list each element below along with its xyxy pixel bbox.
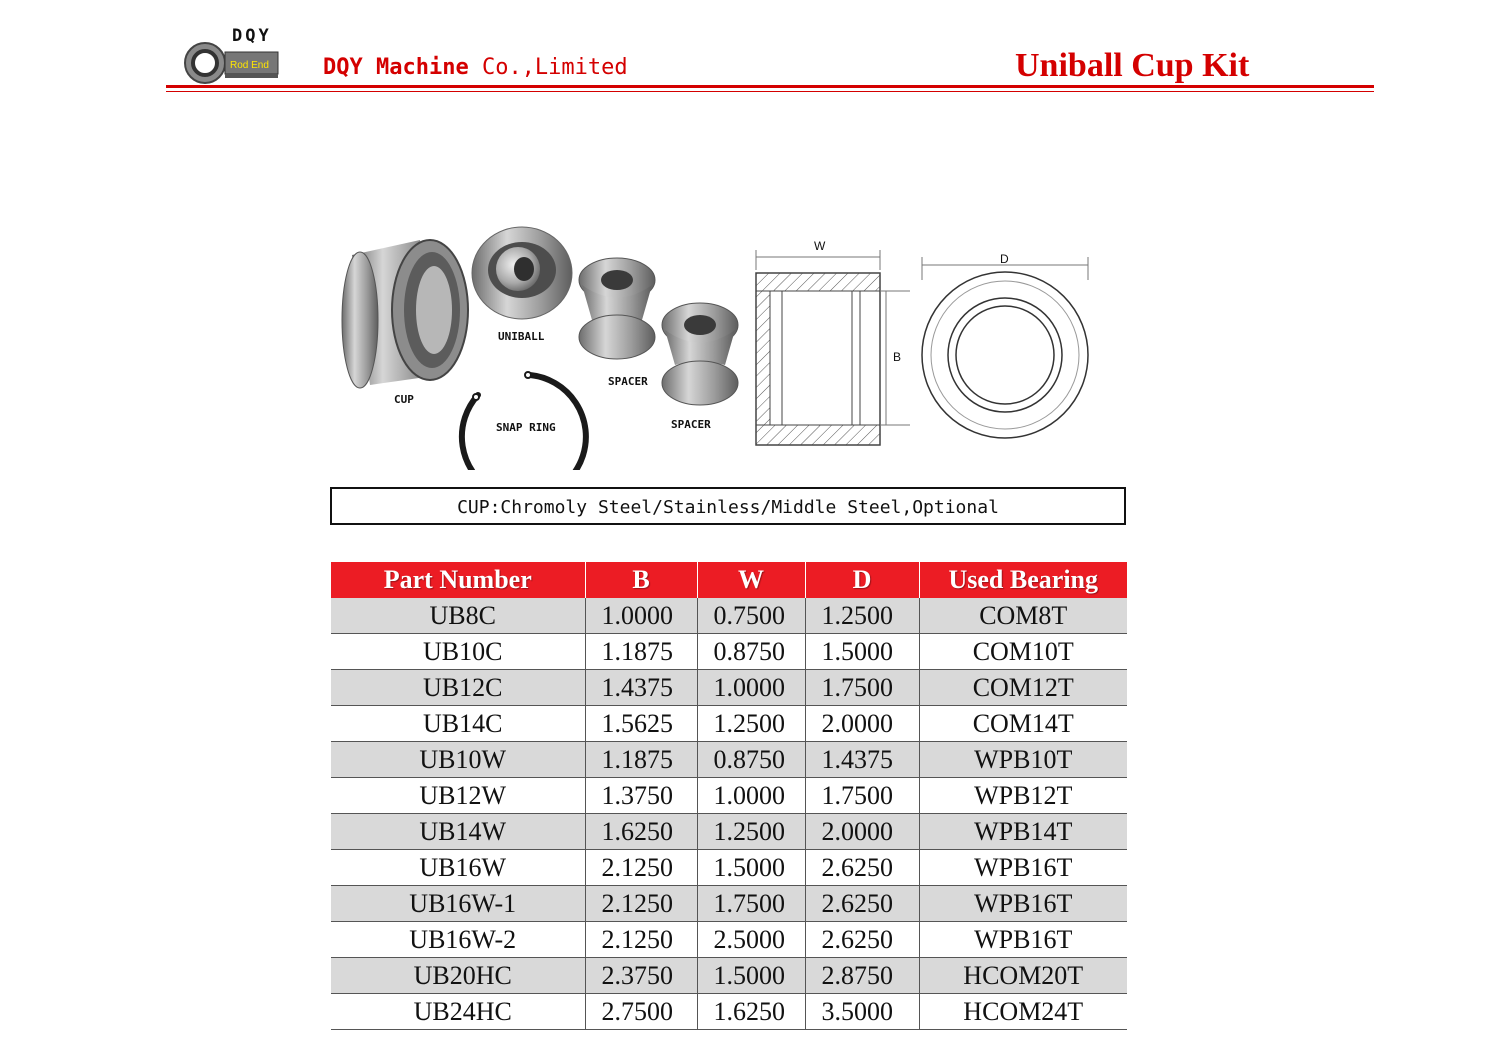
cell-used-bearing: COM14T bbox=[919, 706, 1127, 742]
logo-rod-end-text: Rod End bbox=[230, 60, 269, 71]
cell-d: 1.7500 bbox=[805, 778, 919, 814]
cell-w: 1.2500 bbox=[697, 706, 805, 742]
table-header-row bbox=[331, 562, 1127, 598]
cell-b: 2.1250 bbox=[585, 886, 697, 922]
table-row bbox=[331, 886, 1127, 922]
cell-w: 1.5000 bbox=[697, 850, 805, 886]
cell-w: 1.6250 bbox=[697, 994, 805, 1030]
cell-d: 3.5000 bbox=[805, 994, 919, 1030]
cell-used-bearing: WPB16T bbox=[919, 886, 1127, 922]
cell-b: 1.0000 bbox=[585, 598, 697, 634]
cell-b: 1.1875 bbox=[585, 634, 697, 670]
cell-part-number: UB12C bbox=[331, 670, 585, 706]
cup-end-view-drawing bbox=[922, 257, 1088, 438]
cell-d: 1.4375 bbox=[805, 742, 919, 778]
cell-part-number: UB14W bbox=[331, 814, 585, 850]
cell-d: 2.0000 bbox=[805, 814, 919, 850]
table-row bbox=[331, 598, 1127, 634]
product-figure bbox=[330, 225, 1100, 470]
cell-w: 0.8750 bbox=[697, 634, 805, 670]
cell-w: 1.0000 bbox=[697, 778, 805, 814]
label-uniball: UNIBALL bbox=[498, 330, 545, 343]
cell-b: 1.1875 bbox=[585, 742, 697, 778]
cell-w: 1.0000 bbox=[697, 670, 805, 706]
table-body bbox=[331, 598, 1127, 1030]
cell-b: 2.3750 bbox=[585, 958, 697, 994]
cell-b: 1.6250 bbox=[585, 814, 697, 850]
label-spacer-1: SPACER bbox=[608, 375, 648, 388]
cell-b: 2.1250 bbox=[585, 850, 697, 886]
cell-used-bearing: WPB16T bbox=[919, 922, 1127, 958]
table-row bbox=[331, 850, 1127, 886]
spacer-photo-1 bbox=[579, 258, 655, 359]
cell-w: 0.8750 bbox=[697, 742, 805, 778]
cell-used-bearing: WPB12T bbox=[919, 778, 1127, 814]
dim-label-w: W bbox=[814, 239, 826, 253]
cell-part-number: UB24HC bbox=[331, 994, 585, 1030]
dim-label-d: D bbox=[1000, 252, 1009, 266]
company-name-rest: Co.,Limited bbox=[468, 55, 628, 80]
table-row bbox=[331, 778, 1127, 814]
table-row bbox=[331, 742, 1127, 778]
cell-part-number: UB14C bbox=[331, 706, 585, 742]
cell-used-bearing: WPB16T bbox=[919, 850, 1127, 886]
table-row bbox=[331, 634, 1127, 670]
company-name-strong: DQY Machine bbox=[323, 55, 469, 80]
document-title: Uniball Cup Kit bbox=[1015, 47, 1250, 84]
cell-part-number: UB16W bbox=[331, 850, 585, 886]
cell-used-bearing: HCOM20T bbox=[919, 958, 1127, 994]
material-note: CUP:Chromoly Steel/Stainless/Middle Steel,Optional bbox=[330, 487, 1126, 525]
cell-d: 2.0000 bbox=[805, 706, 919, 742]
cell-b: 1.4375 bbox=[585, 670, 697, 706]
table-row bbox=[331, 670, 1127, 706]
cell-part-number: UB16W-2 bbox=[331, 922, 585, 958]
col-header-used-bearing: Used Bearing bbox=[919, 562, 1127, 598]
cell-used-bearing: COM10T bbox=[919, 634, 1127, 670]
cell-used-bearing: COM8T bbox=[919, 598, 1127, 634]
header-rule bbox=[166, 85, 1374, 88]
dim-label-b: B bbox=[893, 350, 902, 364]
cell-part-number: UB10C bbox=[331, 634, 585, 670]
table-row bbox=[331, 706, 1127, 742]
cell-used-bearing: WPB14T bbox=[919, 814, 1127, 850]
cup-photo bbox=[342, 240, 468, 388]
cell-d: 1.5000 bbox=[805, 634, 919, 670]
cell-part-number: UB16W-1 bbox=[331, 886, 585, 922]
cell-part-number: UB8C bbox=[331, 598, 585, 634]
col-header-part-number: Part Number bbox=[331, 562, 585, 598]
cell-d: 1.7500 bbox=[805, 670, 919, 706]
company-name bbox=[323, 55, 628, 80]
spacer-photo-2 bbox=[662, 303, 738, 405]
table-row bbox=[331, 814, 1127, 850]
cell-b: 1.5625 bbox=[585, 706, 697, 742]
cell-w: 1.2500 bbox=[697, 814, 805, 850]
cell-used-bearing: HCOM24T bbox=[919, 994, 1127, 1030]
cell-d: 2.6250 bbox=[805, 922, 919, 958]
cell-part-number: UB12W bbox=[331, 778, 585, 814]
cell-part-number: UB20HC bbox=[331, 958, 585, 994]
parts-table bbox=[331, 562, 1127, 1030]
cell-b: 2.7500 bbox=[585, 994, 697, 1030]
cell-used-bearing: COM12T bbox=[919, 670, 1127, 706]
cell-w: 1.5000 bbox=[697, 958, 805, 994]
cell-d: 2.6250 bbox=[805, 886, 919, 922]
uniball-photo bbox=[472, 227, 572, 319]
cell-d: 1.2500 bbox=[805, 598, 919, 634]
cup-section-drawing bbox=[756, 250, 910, 445]
label-snap-ring: SNAP RING bbox=[496, 421, 556, 434]
table-row bbox=[331, 994, 1127, 1030]
table-row bbox=[331, 922, 1127, 958]
label-cup: CUP bbox=[394, 393, 414, 406]
col-header-w: W bbox=[697, 562, 805, 598]
label-spacer-2: SPACER bbox=[671, 418, 711, 431]
cell-b: 2.1250 bbox=[585, 922, 697, 958]
cell-w: 2.5000 bbox=[697, 922, 805, 958]
cell-d: 2.6250 bbox=[805, 850, 919, 886]
cell-w: 1.7500 bbox=[697, 886, 805, 922]
col-header-d: D bbox=[805, 562, 919, 598]
cell-d: 2.8750 bbox=[805, 958, 919, 994]
header-rule-thin bbox=[166, 91, 1374, 92]
table-row bbox=[331, 958, 1127, 994]
logo-brand-text: DQY bbox=[232, 26, 272, 46]
cell-w: 0.7500 bbox=[697, 598, 805, 634]
col-header-b: B bbox=[585, 562, 697, 598]
cell-part-number: UB10W bbox=[331, 742, 585, 778]
cell-b: 1.3750 bbox=[585, 778, 697, 814]
cell-used-bearing: WPB10T bbox=[919, 742, 1127, 778]
